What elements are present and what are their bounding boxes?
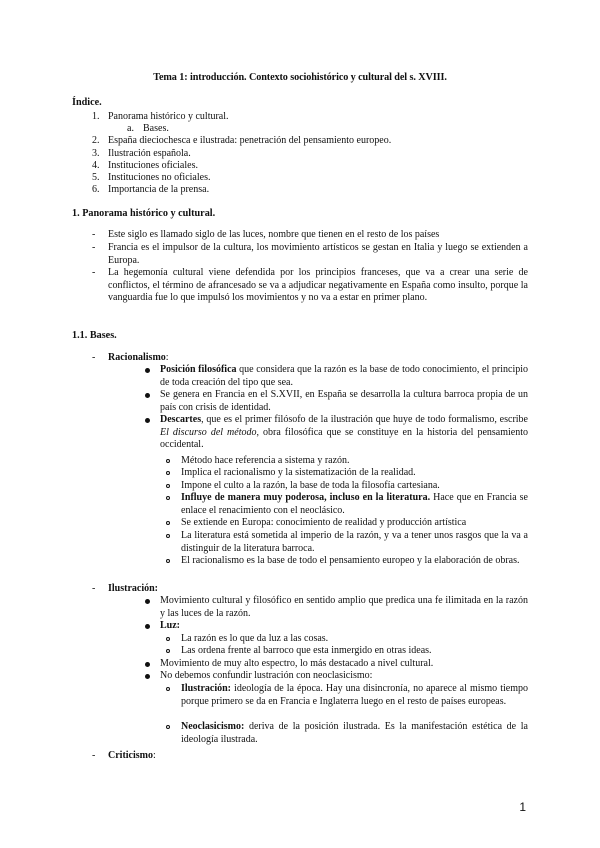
list-item: No debemos confundir lustración con neoclasicismo: bbox=[160, 670, 373, 681]
item-text: , obra filosófica que se constituye en la historia del pensamiento occidental. bbox=[160, 426, 528, 451]
ilustracion-heading: Ilustración: bbox=[108, 583, 158, 594]
dash-marker: - bbox=[92, 267, 96, 278]
index-number: a. bbox=[127, 123, 134, 134]
index-number: 3. bbox=[92, 148, 100, 159]
bullet-icon bbox=[145, 674, 150, 679]
dash-marker: - bbox=[92, 229, 96, 240]
sub-bullet-icon bbox=[166, 471, 170, 475]
bold-term: Neoclasicismo: bbox=[181, 721, 245, 732]
criticismo-colon: : bbox=[153, 750, 156, 761]
item-text: , que es el primer filósofo de la ilustración que huye de todo formalismo, escribe bbox=[201, 414, 528, 425]
bullet-icon bbox=[145, 393, 150, 398]
list-item: Se genera en Francia en el S.XVII, en España se desarrolla la cultura barroca propia de un país con crisis de identidad. bbox=[160, 389, 528, 413]
index-number: 5. bbox=[92, 172, 100, 183]
index-number: 6. bbox=[92, 184, 100, 195]
sub-item bbox=[181, 721, 528, 746]
dash-marker: - bbox=[92, 352, 96, 363]
section-heading: 1. Panorama histórico y cultural. bbox=[72, 208, 216, 219]
sub-bullet-icon bbox=[166, 687, 170, 691]
bold-term: Descartes bbox=[160, 414, 202, 425]
sub-bullet-icon bbox=[166, 559, 170, 563]
section-heading: 1.1. Bases. bbox=[72, 330, 117, 341]
index-item: Importancia de la prensa. bbox=[108, 184, 210, 195]
bullet-icon bbox=[145, 599, 150, 604]
index-item: Bases. bbox=[143, 123, 169, 134]
racionalismo-label: Racionalismo bbox=[108, 352, 166, 363]
dash-marker: - bbox=[92, 242, 96, 253]
index-number: 4. bbox=[92, 160, 100, 171]
sub-item: La literatura está sometida al imperio de la razón, y va a tener unos rasgos que la va a distinguir de la literatura barroca. bbox=[181, 530, 528, 554]
sub-bullet-icon bbox=[166, 725, 170, 729]
sub-item: Impone el culto a la razón, la base de toda la filosofía cartesiana. bbox=[181, 480, 440, 491]
index-heading: Índice. bbox=[72, 97, 102, 108]
index-item: Panorama histórico y cultural. bbox=[108, 111, 229, 122]
bold-term: Posición filosófica bbox=[160, 364, 237, 375]
sub-item: El racionalismo es la base de todo el pensamiento europeo y la elaboración de obras. bbox=[181, 555, 520, 566]
sub-bullet-icon bbox=[166, 484, 170, 488]
sub-bullet-icon bbox=[166, 637, 170, 641]
index-number: 1. bbox=[92, 111, 100, 122]
bullet-icon bbox=[145, 624, 150, 629]
list-item bbox=[160, 414, 528, 452]
sub-item: Se extiende en Europa: conocimiento de realidad y producción artística bbox=[181, 517, 467, 528]
sub-bullet-icon bbox=[166, 649, 170, 653]
item-text: ideología de la época. Hay una disincronía, no aparece al mismo tiempo porque primero se da en Francia e Inglaterra luego en el resto de países europeas. bbox=[181, 683, 528, 707]
list-item bbox=[160, 364, 528, 389]
bold-term: Influye de manera muy poderosa, incluso en la literatura. bbox=[181, 492, 431, 503]
racionalismo-colon: : bbox=[165, 352, 169, 363]
sub-item: Las ordena frente al barroco que esta inmergido en otras ideas. bbox=[181, 645, 432, 656]
index-item: Ilustración española. bbox=[108, 148, 191, 159]
document-title: Tema 1: introducción. Contexto sociohistórico y cultural del s. XVIII. bbox=[153, 72, 447, 83]
sub-bullet-icon bbox=[166, 521, 170, 525]
sub-bullet-icon bbox=[166, 459, 170, 463]
criticismo-heading bbox=[108, 750, 156, 763]
sub-item: La razón es lo que da luz a las cosas. bbox=[181, 633, 329, 644]
sub-item: Método hace referencia a sistema y razón. bbox=[181, 455, 350, 466]
bullet-icon bbox=[145, 368, 150, 373]
criticismo-label: Criticismo bbox=[108, 750, 153, 761]
racionalismo-heading bbox=[108, 352, 169, 365]
list-item: Movimiento cultural y filosófico en sentido amplio que predica una fe ilimitada en la razón y las luces de la razón. bbox=[160, 595, 528, 619]
item-text: que considera que la razón es la base de todo conocimiento, el principio de toda creación del tipo que sea. bbox=[160, 364, 528, 388]
book-title: El discurso del método bbox=[160, 426, 257, 438]
sub-bullet-icon bbox=[166, 534, 170, 538]
item-text: Hace que en Francia se enlace el renacimiento con el neoclásico. bbox=[181, 492, 528, 516]
page-number: 1 bbox=[519, 800, 526, 814]
bullet-icon bbox=[145, 418, 150, 423]
bold-term: Ilustración: bbox=[181, 683, 231, 694]
luz-label: Luz: bbox=[160, 620, 180, 631]
sub-item bbox=[181, 683, 528, 708]
sub-item: Implica el racionalismo y la sistematización de la realidad. bbox=[181, 467, 416, 478]
list-item: Francia es el impulsor de la cultura, los movimiento artísticos se gestan en Italia y luego se extienden a Europa. bbox=[108, 242, 528, 266]
item-text: deriva de la posición ilustrada. Es la manifestación estética de la ideología ilustrada. bbox=[181, 721, 528, 745]
dash-marker: - bbox=[92, 583, 96, 594]
dash-marker: - bbox=[92, 750, 96, 761]
index-item: España dieciochesca e ilustrada: penetración del pensamiento europeo. bbox=[108, 135, 392, 146]
bullet-icon bbox=[145, 662, 150, 667]
sub-item bbox=[181, 492, 528, 517]
index-item: Instituciones no oficiales. bbox=[108, 172, 211, 183]
list-item: Movimiento de muy alto espectro, lo más destacado a nivel cultural. bbox=[160, 658, 434, 669]
sub-bullet-icon bbox=[166, 496, 170, 500]
list-item: La hegemonía cultural viene defendida por los principios franceses, que va a crear una serie de conflictos, el término de afrancesado se va a adjudicar negativamente en España como insulto, porque la vanguardia fue lo que impulsó los movimientos y no va a estar en primer plano. bbox=[108, 267, 528, 304]
list-item: Este siglo es llamado siglo de las luces, nombre que tienen en el resto de los países bbox=[108, 229, 440, 240]
index-number: 2. bbox=[92, 135, 100, 146]
index-item: Instituciones oficiales. bbox=[108, 160, 198, 171]
